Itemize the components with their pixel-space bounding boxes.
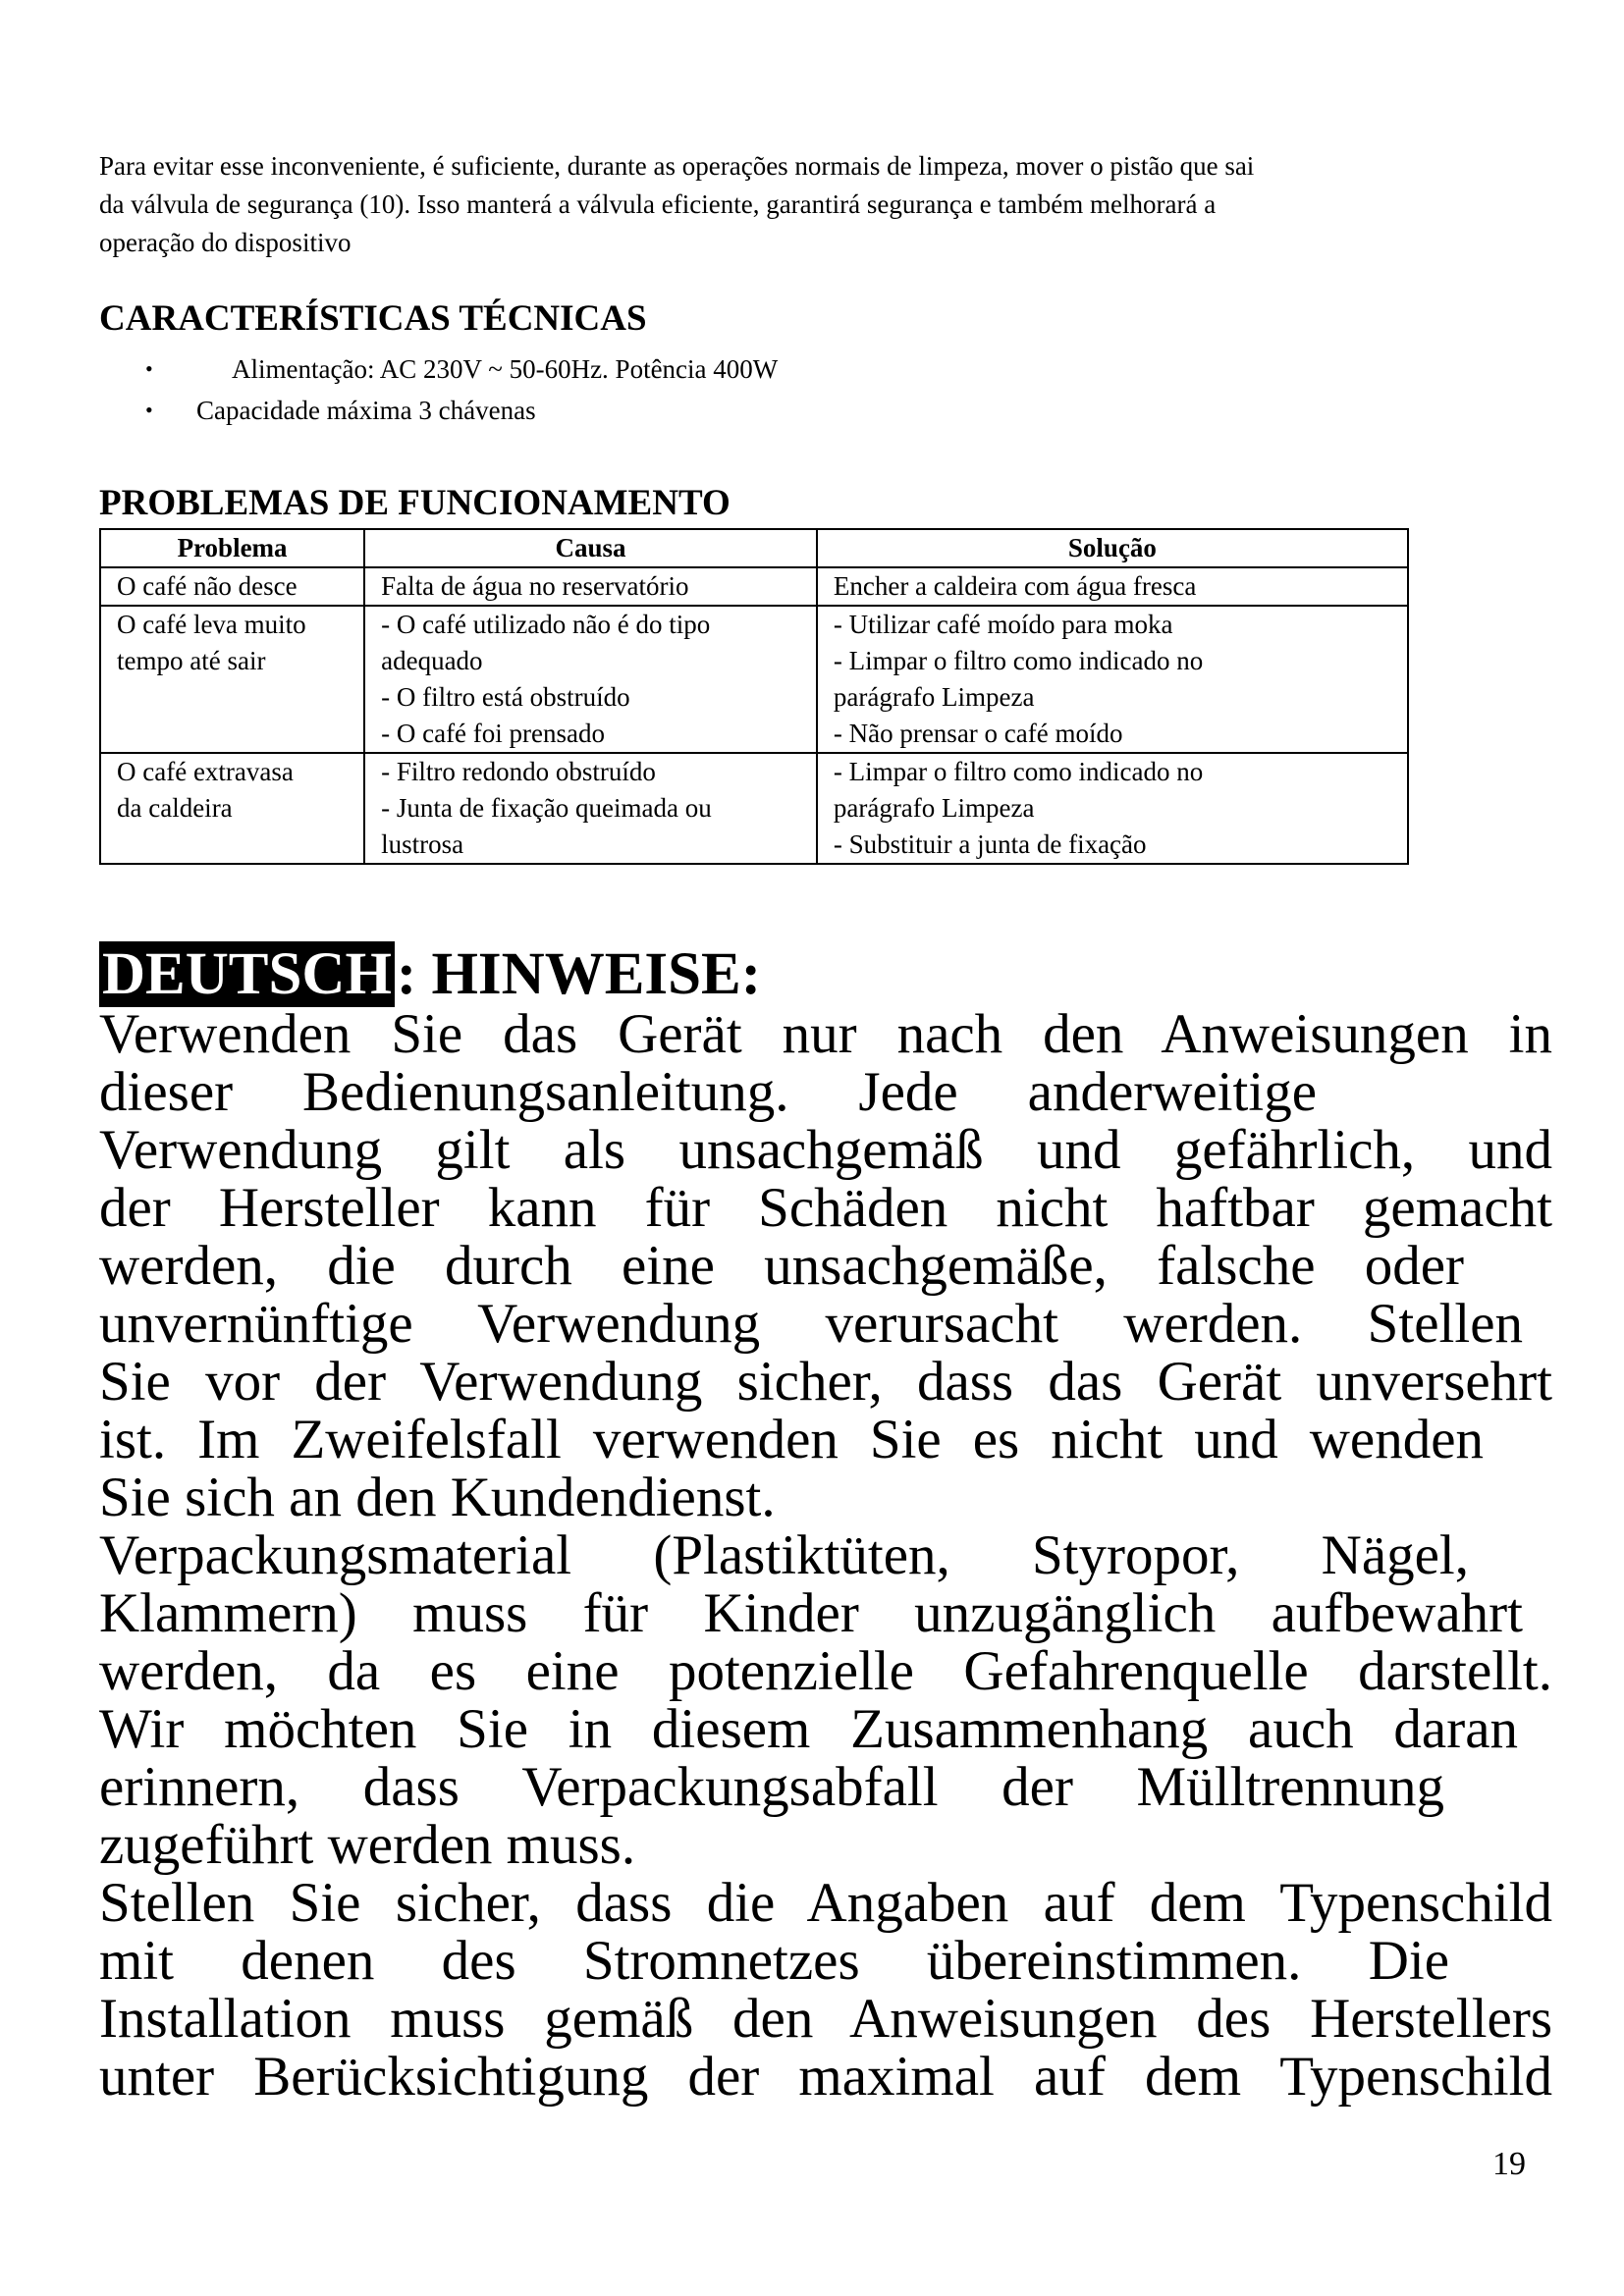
- cell-line: O café extravasa: [117, 757, 294, 786]
- text-line: Sie vor der Verwendung sicher, dass das Gerät unversehrt: [99, 1351, 1552, 1413]
- text-line: dieser Bedienungsanleitung. Jede anderweitige: [99, 1061, 1317, 1123]
- cause-cell: [364, 606, 817, 753]
- deutsch-heading-text: : HINWEISE:: [396, 941, 762, 1007]
- intro-line: operação do dispositivo: [99, 228, 352, 257]
- cell-line: lustrosa: [381, 829, 464, 859]
- cell-line: O café não desce: [117, 571, 298, 601]
- list-item: [145, 348, 779, 390]
- column-header-solution: Solução: [817, 529, 1408, 567]
- text-line: mit denen des Stromnetzes übereinstimmen. Die: [99, 1930, 1449, 1992]
- cell-line: - Limpar o filtro como indicado no: [833, 646, 1204, 675]
- list-item: [145, 390, 778, 431]
- table-row: [100, 567, 1408, 606]
- cell-line: - Utilizar café moído para moka: [833, 610, 1173, 639]
- text-line: der Hersteller kann für Schäden nicht haftbar gemacht: [99, 1177, 1552, 1239]
- intro-paragraph: [99, 147, 1533, 262]
- text-line: zugeführt werden muss.: [99, 1814, 636, 1876]
- text-line: erinnern, dass Verpackungsabfall der Mülltrennung: [99, 1756, 1444, 1818]
- text-line: Sie sich an den Kundendienst.: [99, 1467, 776, 1528]
- cell-line: da caldeira: [117, 793, 233, 823]
- column-header-problem: Problema: [100, 529, 364, 567]
- text-line: werden, da es eine potenzielle Gefahrenquelle darstellt.: [99, 1640, 1552, 1702]
- intro-line: Para evitar esse inconveniente, é suficiente, durante as operações normais de limpeza, mover o pistão que sai: [99, 151, 1255, 181]
- text-line: Wir möchten Sie in diesem Zusammenhang auch daran: [99, 1698, 1518, 1760]
- text-line: unvernünftige Verwendung verursacht werden. Stellen: [99, 1293, 1523, 1355]
- cause-cell: [364, 567, 817, 606]
- deutsch-body-text: [99, 1005, 1552, 2106]
- solution-cell: [817, 753, 1408, 864]
- cell-line: - Junta de fixação queimada ou: [381, 793, 712, 823]
- cell-line: Falta de água no reservatório: [381, 571, 689, 601]
- cell-line: - O café utilizado não é do tipo: [381, 610, 711, 639]
- technical-heading: CARACTERÍSTICAS TÉCNICAS: [99, 298, 647, 339]
- page-number: 19: [1492, 2146, 1526, 2182]
- solution-cell: [817, 606, 1408, 753]
- problem-cell: [100, 606, 364, 753]
- table-row: [100, 606, 1408, 753]
- text-line: ist. Im Zweifelsfall verwenden Sie es nicht und wenden: [99, 1409, 1484, 1470]
- table-header-row: [100, 529, 1408, 567]
- text-line: werden, die durch eine unsachgemäße, falsche oder: [99, 1235, 1464, 1297]
- text-line: unter Berücksichtigung der maximal auf dem Typenschild: [99, 2046, 1552, 2108]
- technical-specs-list: [145, 348, 779, 431]
- cell-line: parágrafo Limpeza: [833, 682, 1035, 712]
- troubleshooting-heading: PROBLEMAS DE FUNCIONAMENTO: [99, 483, 731, 523]
- cell-line: - Filtro redondo obstruído: [381, 757, 656, 786]
- deutsch-heading: [99, 940, 761, 1009]
- cell-line: - O café foi prensado: [381, 719, 606, 748]
- cause-cell: [364, 753, 817, 864]
- text-line: Verwenden Sie das Gerät nur nach den Anweisungen in: [99, 1003, 1552, 1065]
- troubleshooting-table: [99, 528, 1409, 865]
- table-row: [100, 753, 1408, 864]
- bullet-icon: •: [145, 398, 153, 422]
- problem-cell: [100, 567, 364, 606]
- cell-line: tempo até sair: [117, 646, 266, 675]
- bullet-icon: •: [145, 356, 153, 381]
- cell-line: O café leva muito: [117, 610, 306, 639]
- text-line: Verwendung gilt als unsachgemäß und gefährlich, und: [99, 1119, 1552, 1181]
- spec-power: Alimentação: AC 230V ~ 50-60Hz. Potência 400W: [232, 354, 779, 384]
- language-label: DEUTSCH: [99, 941, 395, 1007]
- problem-cell: [100, 753, 364, 864]
- column-header-cause: Causa: [364, 529, 817, 567]
- cell-line: Encher a caldeira com água fresca: [833, 571, 1197, 601]
- intro-line: da válvula de segurança (10). Isso manterá a válvula eficiente, garantirá segurança e também melhorará a: [99, 189, 1217, 219]
- cell-line: - Não prensar o café moído: [833, 719, 1123, 748]
- cell-line: - Limpar o filtro como indicado no: [833, 757, 1204, 786]
- text-line: Verpackungsmaterial (Plastiktüten, Styropor, Nägel,: [99, 1524, 1469, 1586]
- cell-line: - Substituir a junta de fixação: [833, 829, 1147, 859]
- solution-cell: [817, 567, 1408, 606]
- cell-line: adequado: [381, 646, 483, 675]
- text-line: Installation muss gemäß den Anweisungen des Herstellers: [99, 1988, 1552, 2050]
- text-line: Stellen Sie sicher, dass die Angaben auf dem Typenschild: [99, 1872, 1552, 1934]
- cell-line: - O filtro está obstruído: [381, 682, 630, 712]
- text-line: Klammern) muss für Kinder unzugänglich aufbewahrt: [99, 1582, 1523, 1644]
- cell-line: parágrafo Limpeza: [833, 793, 1035, 823]
- spec-capacity: Capacidade máxima 3 chávenas: [196, 396, 536, 425]
